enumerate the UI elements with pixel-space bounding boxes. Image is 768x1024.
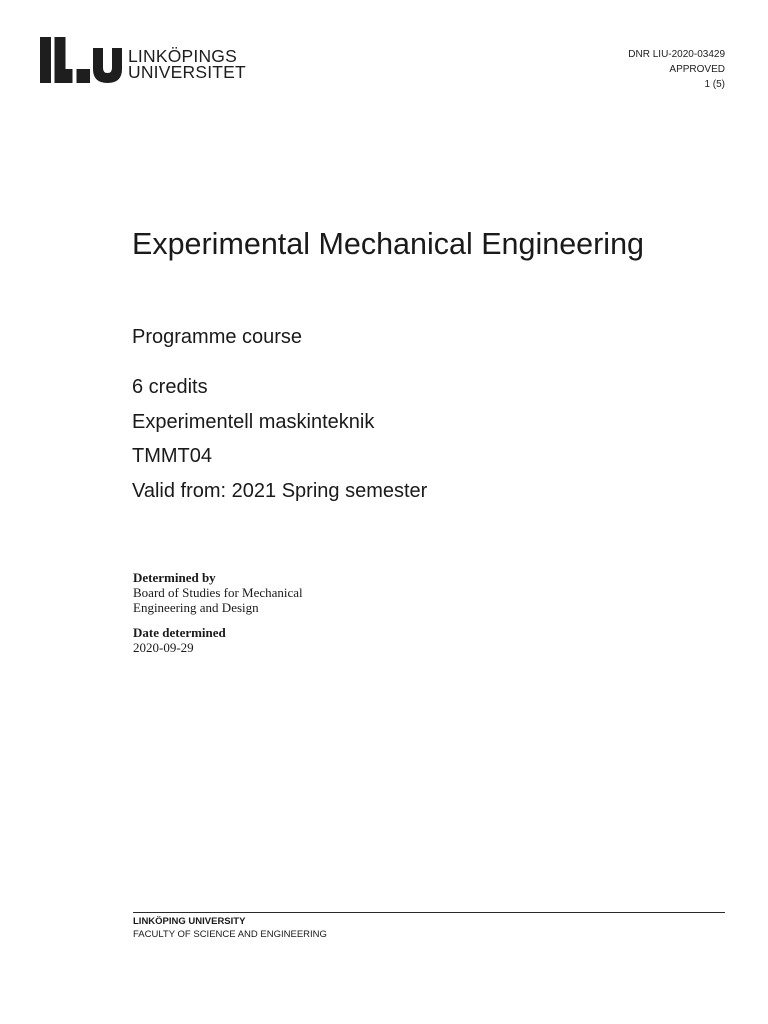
determined-by-line-1: Board of Studies for Mechanical (133, 585, 303, 600)
course-details (132, 322, 427, 508)
logo-line-2: UNIVERSITET (128, 62, 246, 82)
course-credits: 6 credits (132, 376, 208, 398)
footer-faculty: FACULTY OF SCIENCE AND ENGINEERING (133, 929, 327, 940)
date-determined-value: 2020-09-29 (133, 640, 194, 655)
course-valid-from: Valid from: 2021 Spring semester (132, 479, 428, 502)
date-determined-label: Date determined (133, 625, 226, 640)
page-number: 1 (5) (704, 79, 725, 90)
course-type: Programme course (132, 326, 303, 348)
course-title: Experimental Mechanical Engineering (132, 227, 645, 261)
document-number: DNR LIU-2020-03429 (628, 49, 725, 60)
university-logo (40, 37, 246, 83)
page-footer (133, 912, 725, 941)
logo-wordmark (128, 48, 246, 80)
course-code: TMMT04 (132, 445, 212, 467)
determined-by-label: Determined by (133, 570, 216, 585)
footer-university: LINKÖPING UNIVERSITY (133, 916, 246, 927)
determined-by-line-2: Engineering and Design (133, 600, 259, 615)
document-meta (628, 47, 725, 92)
course-swedish-title: Experimentell maskinteknik (132, 410, 375, 433)
logo-line-1: LINKÖPINGS (128, 46, 237, 66)
determination-block (133, 570, 303, 655)
liu-logo-mark-icon (40, 37, 122, 83)
approval-status: APPROVED (669, 64, 725, 75)
